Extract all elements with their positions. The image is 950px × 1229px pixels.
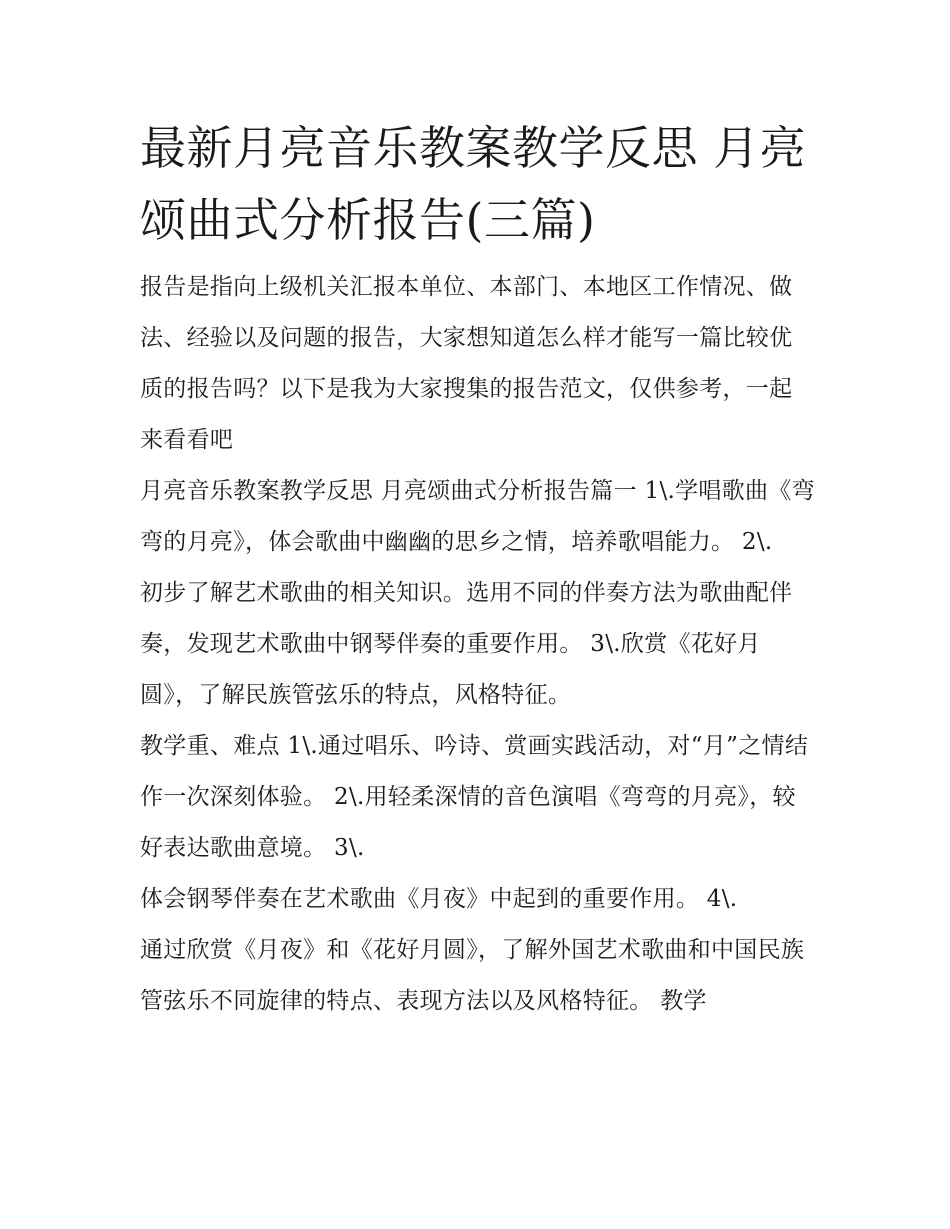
paragraph-section-one: 月亮音乐教案教学反思 月亮颂曲式分析报告篇一 1\.学唱歌曲《弯弯的月亮》，体会歌曲中幽幽的思乡之情，培养歌唱能力。 2\. xyxy=(140,478,815,555)
paragraph-intro: 报告是指向上级机关汇报本单位、本部门、本地区工作情况、做法、经验以及问题的报告，大家想知道怎么样才能写一篇比较优质的报告吗？以下是我为大家搜集的报告范文，仅供参考，一起来看看吧 xyxy=(140,274,793,453)
document-body xyxy=(140,112,815,1027)
paragraph-key-points: 教学重、难点 1\.通过唱乐、吟诗、赏画实践活动，对“月”之情结作一次深刻体验。 2\.用轻柔深情的音色演唱《弯弯的月亮》，较好表达歌曲意境。 3\. xyxy=(140,733,809,861)
document-title: 最新月亮音乐教案教学反思 月亮颂曲式分析报告(三篇) xyxy=(140,121,807,247)
paragraph-piano-accompaniment: 体会钢琴伴奏在艺术歌曲《月夜》中起到的重要作用。 4\. xyxy=(140,886,738,912)
paragraph-art-song-knowledge: 初步了解艺术歌曲的相关知识。选用不同的伴奏方法为歌曲配伴奏，发现艺术歌曲中钢琴伴奏的重要作用。 3\.欣赏《花好月圆》，了解民族管弦乐的特点，风格特征。 xyxy=(140,580,793,708)
paragraph-appreciation: 通过欣赏《月夜》和《花好月圆》，了解外国艺术歌曲和中国民族管弦乐不同旋律的特点、表现方法以及风格特征。 教学 xyxy=(140,937,805,1014)
